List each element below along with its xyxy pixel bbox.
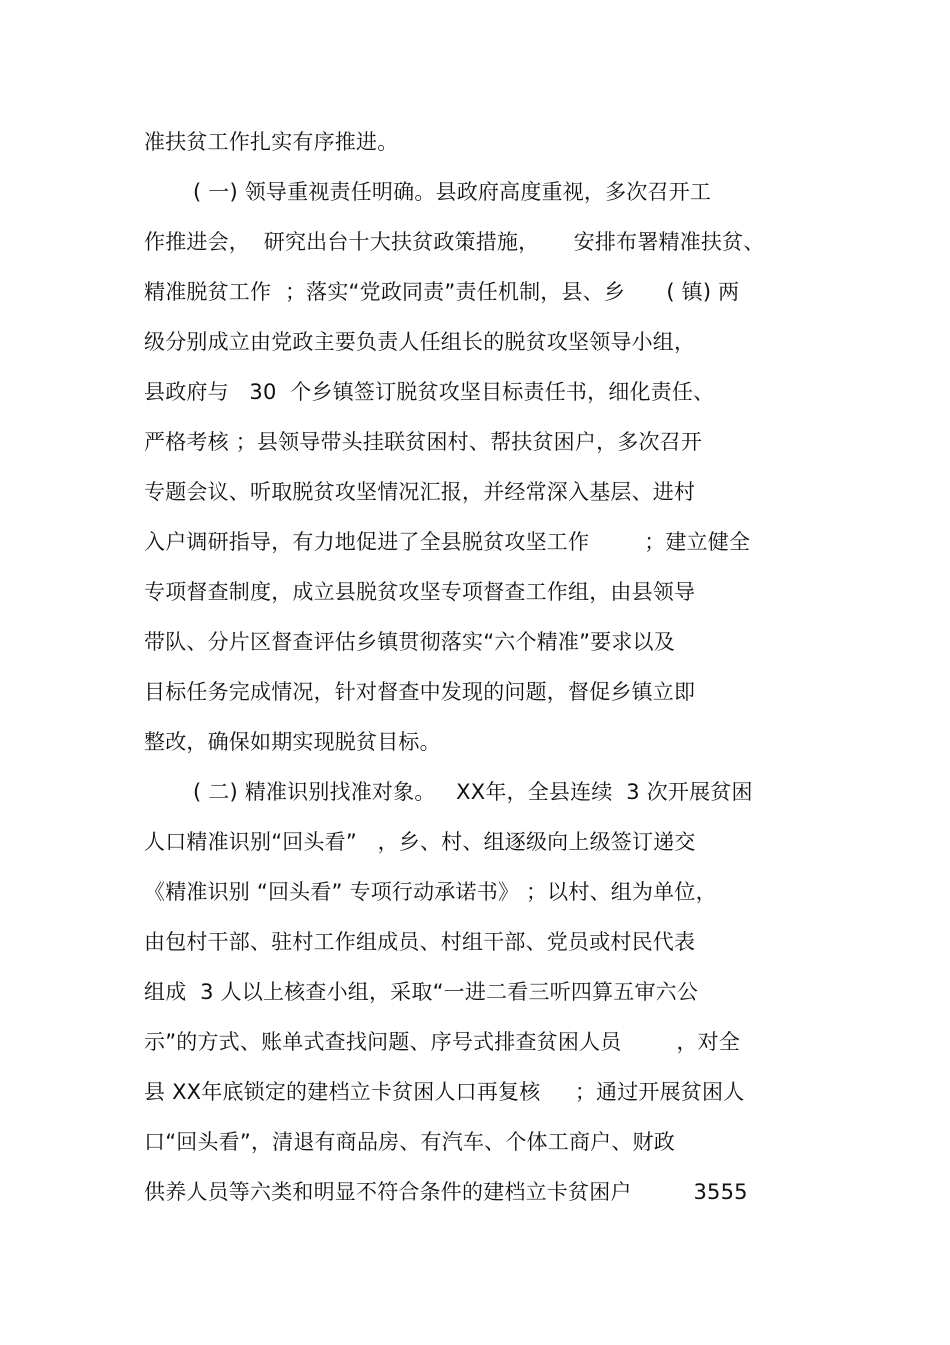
text-line: 整改，确保如期实现脱贫目标。 — [144, 730, 441, 754]
text-line: 目标任务完成情况，针对督查中发现的问题，督促乡镇立即 — [144, 680, 696, 704]
text-line: 专项督查制度，成立县脱贫攻坚专项督查工作组，由县领导 — [144, 580, 696, 604]
text-line: 作推进会， 研究出台十大扶贫政策措施， 安排布署精准扶贫、 — [144, 230, 765, 254]
text-line: 组成 3 人以上核查小组，采取“一进二看三听四算五审六公 — [144, 980, 699, 1004]
text-line: 专题会议、听取脱贫攻坚情况汇报，并经常深入基层、进村 — [144, 480, 696, 504]
text-line: 入户调研指导，有力地促进了全县脱贫攻坚工作 ；建立健全 — [144, 530, 751, 554]
text-line: 由包村干部、驻村工作组成员、村组干部、党员或村民代表 — [144, 930, 696, 954]
text-line: 示”的方式、账单式查找问题、序号式排查贫困人员 ，对全 — [144, 1030, 741, 1054]
text-line: 《精准识别 “回头看” 专项行动承诺书》 ；以村、组为单位， — [144, 880, 717, 904]
paragraph-heading-2: ( 二) 精准识别找准对象。 XX年，全县连续 3 次开展贫困 — [193, 780, 753, 804]
text-line: 供养人员等六类和明显不符合条件的建档立卡贫困户 3555 — [144, 1180, 748, 1204]
text-line: 准扶贫工作扎实有序推进。 — [144, 130, 399, 154]
text-line: 人口精准识别“回头看” ，乡、村、组逐级向上级签订递交 — [144, 830, 696, 854]
text-line: 县 XX年底锁定的建档立卡贫困人口再复核 ；通过开展贫困人 — [144, 1080, 745, 1104]
text-line: 县政府与 30 个乡镇签订脱贫攻坚目标责任书，细化责任、 — [144, 380, 715, 404]
paragraph-heading-1: ( 一) 领导重视责任明确。县政府高度重视，多次召开工 — [193, 180, 712, 204]
text-line: 级分别成立由党政主要负责人任组长的脱贫攻坚领导小组， — [144, 330, 696, 354]
text-line: 口“回头看”，清退有商品房、有汽车、个体工商户、财政 — [144, 1130, 675, 1154]
text-line: 严格考核 ；县领导带头挂联贫困村、帮扶贫困户，多次召开 — [144, 430, 703, 454]
text-line: 精准脱贫工作 ；落实“党政同责”责任机制，县、乡 ( 镇) 两 — [144, 280, 740, 304]
text-line: 带队、分片区督查评估乡镇贯彻落实“六个精准”要求以及 — [144, 630, 675, 654]
